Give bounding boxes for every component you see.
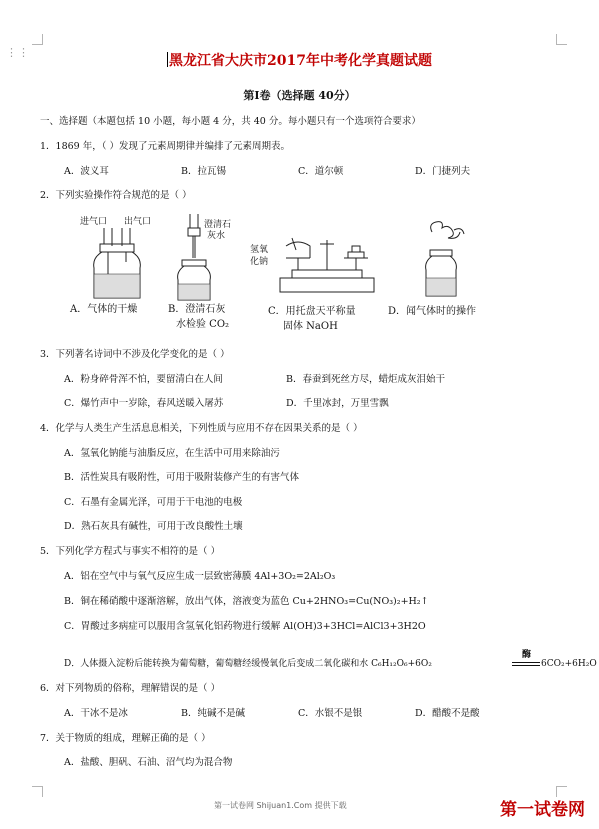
q6-option-c: C．水银不是银 — [298, 708, 363, 719]
gas-drying-bottle-image — [82, 228, 152, 300]
q4-option-b: B．活性炭具有吸附性，可用于吸附装修产生的有害气体 — [64, 472, 299, 483]
label-naoh-1: 氢氧 — [250, 245, 269, 255]
q5-option-b: B．铜在稀硝酸中逐渐溶解，放出气体，溶液变为蓝色 Cu+2HNO₃=Cu(NO₃)₂+H₂↑ — [64, 596, 429, 607]
q4-option-c: C．石墨有金属光泽，可用于干电池的电极 — [64, 497, 243, 508]
question-6-stem: 6．对下列物质的俗称，理解错误的是（ ） — [40, 683, 221, 694]
question-2-stem: 2．下列实验操作符合规范的是（ ） — [40, 190, 192, 201]
caption-c-line2: 固体 NaOH — [283, 321, 338, 332]
caption-c-line1: C．用托盘天平称量 — [268, 306, 356, 317]
crop-mark-top-left — [32, 34, 43, 45]
q1-option-d: D．门捷列夫 — [415, 166, 471, 177]
q6-option-a: A．干冰不是冰 — [64, 708, 128, 719]
smelling-gas-image — [418, 220, 468, 298]
equals-line-top — [512, 662, 540, 663]
text-cursor — [167, 52, 168, 67]
footer-text: 第一试卷网 Shijuan1.Com 提供下载 — [214, 801, 347, 810]
q5-option-d-products: 6CO₂+6H₂O — [541, 659, 597, 669]
balance-image — [272, 230, 382, 298]
q5-option-c: C．胃酸过多病症可以服用含氢氧化铝药物进行缓解 Al(OH)3+3HCl=AlCl3+3H2O — [64, 621, 426, 632]
volume-heading: 第Ⅰ卷（选择题 40分） — [243, 89, 356, 102]
q7-option-a: A．盐酸、胆矾、石油、沼气均为混合物 — [64, 757, 233, 768]
q1-option-b: B．拉瓦锡 — [181, 166, 226, 177]
q5-option-a: A．铝在空气中与氧气反应生成一层致密薄膜 4Al+3O₂=2Al₂O₃ — [64, 571, 336, 582]
page-title: 黑龙江省大庆市2017年中考化学真题试题 — [169, 53, 432, 69]
brand-watermark: 第一试卷网 — [500, 800, 585, 820]
enzyme-label: 酶 — [522, 650, 532, 660]
question-7-stem: 7．关于物质的组成，理解正确的是（ ） — [40, 733, 211, 744]
question-5-stem: 5．下列化学方程式与事实不相符的是（ ） — [40, 546, 221, 557]
question-1-stem: 1．1869 年，（ ）发现了元素周期律并编排了元素周期表。 — [40, 141, 291, 152]
crop-mark-top-right — [556, 34, 567, 45]
q6-option-b: B．纯碱不是碱 — [181, 708, 245, 719]
section-heading: 一、选择题（本题包括 10 小题，每小题 4 分，共 40 分。每小题只有一个选项符合要求） — [40, 116, 421, 127]
caption-d: D．闻气体时的操作 — [388, 306, 477, 317]
q6-option-d: D．醋酸不是酸 — [415, 708, 480, 719]
limewater-test-image — [172, 214, 216, 302]
q3-option-a: A．粉身碎骨浑不怕，要留清白在人间 — [64, 374, 223, 385]
q4-option-d: D．熟石灰具有碱性，可用于改良酸性土壤 — [64, 521, 243, 532]
q4-option-a: A．氢氧化钠能与油脂反应，在生活中可用来除油污 — [64, 448, 280, 459]
label-naoh-2: 化钠 — [250, 257, 269, 267]
q3-option-c: C．爆竹声中一岁除，春风送暖入屠苏 — [64, 398, 224, 409]
q5-option-d: D．人体摄入淀粉后能转换为葡萄糖，葡萄糖经缓慢氧化后变成二氧化碳和水 C₆H₁₂O₆+6O₂ — [64, 659, 432, 669]
caption-b-line1: B．澄清石灰 — [168, 304, 226, 315]
caption-a: A．气体的干燥 — [70, 304, 138, 315]
equals-line-bottom — [512, 665, 540, 666]
q3-option-b: B．春蚕到死丝方尽，蜡炬成灰泪始干 — [286, 374, 445, 385]
label-inlet: 进气口 — [80, 217, 108, 227]
crop-mark-bottom-left — [32, 786, 43, 797]
label-outlet: 出气口 — [124, 217, 152, 227]
q1-option-c: C．道尔顿 — [298, 166, 344, 177]
label-limewater-1: 澄清石 — [204, 220, 232, 230]
drag-handle-icon[interactable]: ⋮⋮ — [6, 46, 30, 59]
q3-option-d: D．千里冰封，万里雪飘 — [286, 398, 389, 409]
caption-b-line2: 水检验 CO₂ — [176, 319, 230, 330]
q1-option-a: A．波义耳 — [64, 166, 109, 177]
label-limewater-2: 灰水 — [207, 231, 226, 241]
question-4-stem: 4．化学与人类生产生活息息相关，下列性质与应用不存在因果关系的是（ ） — [40, 423, 363, 434]
question-3-stem: 3．下列著名诗词中不涉及化学变化的是（ ） — [40, 349, 230, 360]
